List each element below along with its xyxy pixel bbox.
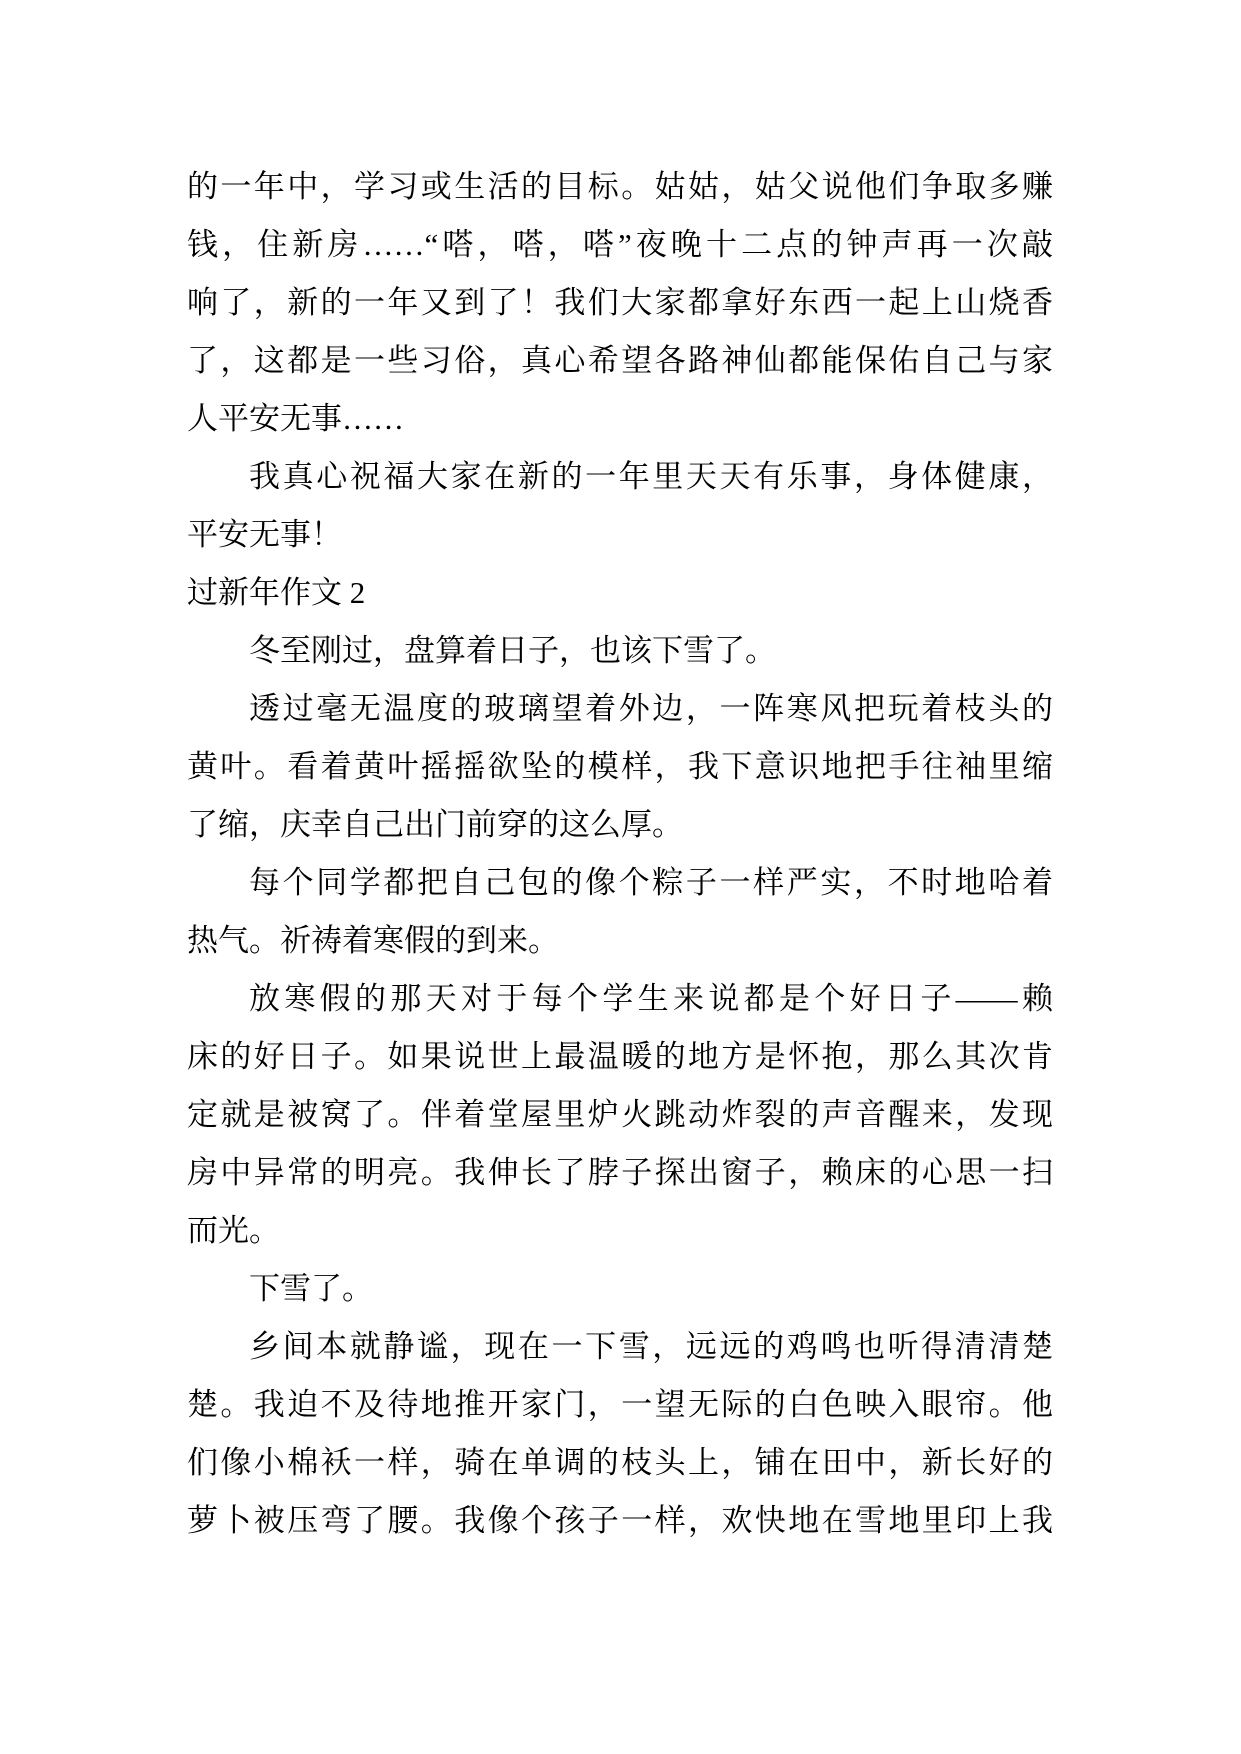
text-line: 房中异常的明亮。我伸长了脖子探出窗子，赖床的心思一扫: [187, 1155, 1053, 1190]
text-line: 楚。我迫不及待地推开家门，一望无际的白色映入眼帘。他: [187, 1387, 1053, 1422]
text-line: 平安无事！: [187, 517, 342, 552]
text-line: 乡间本就静谧，现在一下雪，远远的鸡鸣也听得清清楚: [249, 1329, 1053, 1364]
text-line: 过新年作文 2: [187, 575, 366, 610]
text-line: 我真心祝福大家在新的一年里天天有乐事，身体健康，: [249, 459, 1053, 494]
text-line: 床的好日子。如果说世上最温暖的地方是怀抱，那么其次肯: [187, 1039, 1053, 1074]
text-line: 每个同学都把自己包的像个粽子一样严实，不时地哈着: [249, 865, 1053, 900]
text-line: 而光。: [187, 1213, 280, 1248]
text-line: 了缩，庆幸自己出门前穿的这么厚。: [187, 807, 683, 842]
text-line: 冬至刚过，盘算着日子，也该下雪了。: [249, 633, 776, 668]
text-line: 人平安无事……: [187, 401, 404, 436]
essay-text: [187, 158, 1053, 1550]
text-line: 黄叶。看着黄叶摇摇欲坠的模样，我下意识地把手往袖里缩: [187, 749, 1053, 784]
text-line: 下雪了。: [249, 1271, 373, 1306]
text-line: 定就是被窝了。伴着堂屋里炉火跳动炸裂的声音醒来，发现: [187, 1097, 1053, 1132]
text-line: 响了，新的一年又到了！我们大家都拿好东西一起上山烧香: [187, 285, 1053, 320]
text-line: 热气。祈祷着寒假的到来。: [187, 923, 559, 958]
text-line: 了，这都是一些习俗，真心希望各路神仙都能保佑自己与家: [187, 343, 1053, 378]
text-line: 透过毫无温度的玻璃望着外边，一阵寒风把玩着枝头的: [249, 691, 1053, 726]
text-line: 萝卜被压弯了腰。我像个孩子一样，欢快地在雪地里印上我: [187, 1503, 1053, 1538]
text-line: 们像小棉袄一样，骑在单调的枝头上，铺在田中，新长好的: [187, 1445, 1053, 1480]
text-line: 的一年中，学习或生活的目标。姑姑，姑父说他们争取多赚: [187, 169, 1053, 204]
text-line: 钱，住新房……“嗒，嗒，嗒”夜晚十二点的钟声再一次敲: [187, 227, 1053, 262]
text-line: 放寒假的那天对于每个学生来说都是个好日子——赖: [249, 981, 1053, 1016]
